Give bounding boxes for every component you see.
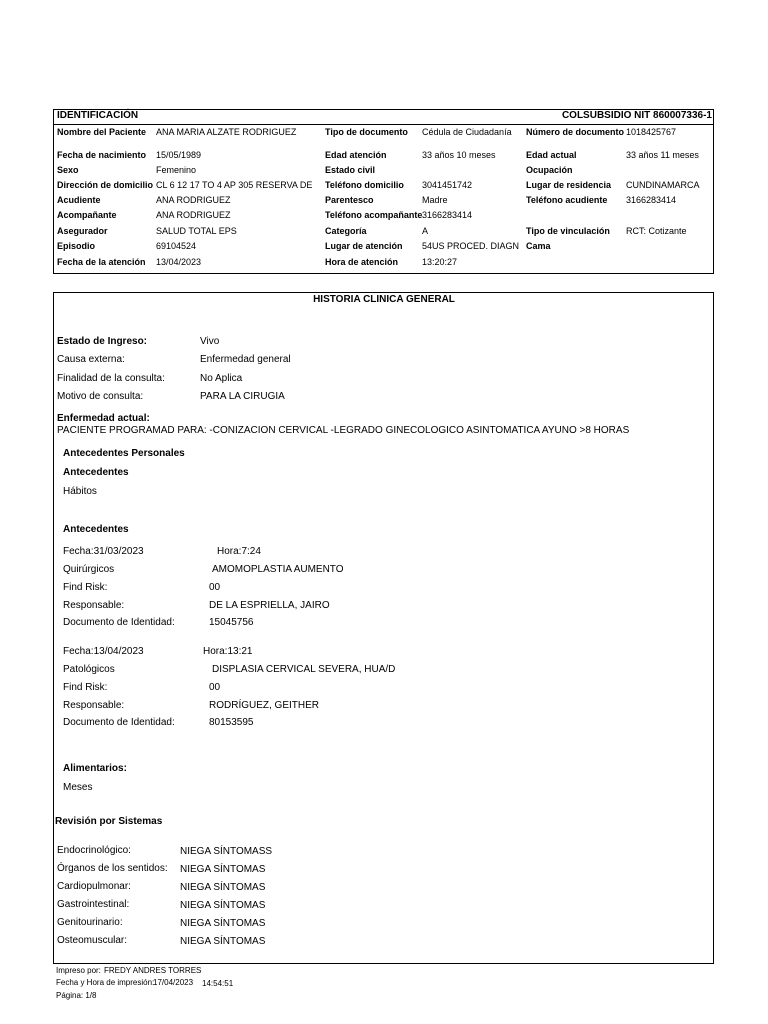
- habitos-text: Hábitos: [63, 486, 97, 497]
- field-label: Tipo de vinculación: [526, 226, 610, 236]
- field-value: 33 años 10 meses: [422, 150, 496, 160]
- motivo-value: PARA LA CIRUGIA: [200, 391, 285, 402]
- record-tipo-value: AMOMOPLASTIA AUMENTO: [212, 564, 344, 575]
- historia-title: HISTORIA CLINICA GENERAL: [313, 294, 455, 305]
- record-risk-value: 00: [209, 582, 221, 593]
- revision-heading: Revisión por Sistemas: [55, 816, 163, 827]
- field-label: Número de documento: [526, 127, 625, 137]
- field-label: Sexo: [57, 165, 79, 175]
- record-resp-label: Responsable:: [63, 600, 125, 611]
- sistema-value: NIEGA SÍNTOMASS: [180, 846, 273, 857]
- organization-nit: COLSUBSIDIO NIT 860007336-1: [561, 110, 712, 121]
- field-label: Parentesco: [325, 195, 374, 205]
- sistema-label: Órganos de los sentidos:: [57, 863, 168, 874]
- sistema-label: Gastrointestinal:: [57, 899, 130, 910]
- record-risk-value: 00: [209, 682, 221, 693]
- field-value: 3166283414: [626, 195, 677, 205]
- antecedentes-personales-heading: Antecedentes Personales: [63, 448, 185, 459]
- hora-impresion-value: 14:54:51: [202, 979, 234, 988]
- field-value: Cédula de Ciudadanía: [422, 127, 512, 137]
- field-label: Edad actual: [526, 150, 577, 160]
- field-value: CUNDINAMARCA: [626, 180, 700, 190]
- field-label: Teléfono domicilio: [325, 180, 404, 190]
- record-doc-value: 15045756: [209, 617, 254, 628]
- field-label: Categoría: [325, 226, 367, 236]
- field-value: A: [422, 226, 429, 236]
- record-doc-value: 80153595: [209, 717, 254, 728]
- record-tipo: Patológicos: [63, 664, 115, 675]
- field-label: Teléfono acudiente: [526, 195, 608, 205]
- field-value: 69104524: [156, 241, 197, 251]
- sistema-value: NIEGA SÍNTOMAS: [180, 864, 266, 875]
- field-value: 3166283414: [422, 210, 473, 220]
- field-value: Madre: [422, 195, 448, 205]
- field-label: Tipo de documento: [325, 127, 408, 137]
- sistema-label: Endocrinológico:: [57, 845, 131, 856]
- sistema-value: NIEGA SÍNTOMAS: [180, 882, 266, 893]
- record-tipo-value: DISPLASIA CERVICAL SEVERA, HUA/D: [212, 664, 396, 675]
- field-label: Lugar de atención: [325, 241, 403, 251]
- impreso-label: Impreso por:: [56, 966, 101, 975]
- finalidad-value: No Aplica: [200, 373, 243, 384]
- sistema-label: Cardiopulmonar:: [57, 881, 131, 892]
- record-resp-value: RODRÍGUEZ, GEITHER: [209, 700, 320, 711]
- field-value: ANA RODRIGUEZ: [156, 195, 231, 205]
- field-label: Cama: [526, 241, 551, 251]
- page-number: Página: 1/8: [56, 991, 97, 1000]
- field-value: 13:20:27: [422, 257, 458, 267]
- causa-label: Causa externa:: [57, 354, 125, 365]
- sistema-value: NIEGA SÍNTOMAS: [180, 918, 266, 929]
- field-label: Teléfono acompañante: [325, 210, 423, 220]
- field-value: Femenino: [156, 165, 197, 175]
- fecha-impresion-value: 17/04/2023: [153, 978, 194, 987]
- field-value: 33 años 11 meses: [626, 150, 699, 160]
- field-label: Acudiente: [57, 195, 101, 205]
- field-label: Nombre del Paciente: [57, 127, 147, 137]
- impreso-value: FREDY ANDRES TORRES: [104, 966, 202, 975]
- field-value: SALUD TOTAL EPS: [156, 226, 237, 236]
- sistema-label: Genitourinario:: [57, 917, 123, 928]
- field-label: Dirección de domicilio: [57, 180, 154, 190]
- record-risk-label: Find Risk:: [63, 582, 108, 593]
- enfermedad-value: PACIENTE PROGRAMAD PARA: -CONIZACION CERVICAL -LEGRADO GINECOLOGICO ASINTOMATICA AYUNO >8 HORAS: [57, 425, 630, 436]
- field-label: Ocupación: [526, 165, 573, 175]
- field-value: 15/05/1989: [156, 150, 202, 160]
- field-value: 1018425767: [626, 127, 677, 137]
- field-value: CL 6 12 17 TO 4 AP 305 RESERVA DE: [156, 180, 313, 190]
- field-label: Fecha de la atención: [57, 257, 146, 267]
- record-doc-label: Documento de Identidad:: [63, 617, 175, 628]
- fecha-impresion-label: Fecha y Hora de impresión:: [56, 978, 155, 987]
- field-value: 54US PROCED. DIAGN: [422, 241, 520, 251]
- field-label: Asegurador: [57, 226, 108, 236]
- estado-label: Estado de Ingreso:: [57, 336, 148, 347]
- record-resp-label: Responsable:: [63, 700, 125, 711]
- identificacion-title: IDENTIFICACIÓN: [57, 110, 139, 121]
- motivo-label: Motivo de consulta:: [57, 391, 144, 402]
- sistema-label: Osteomuscular:: [57, 935, 128, 946]
- field-label: Fecha de nacimiento: [57, 150, 147, 160]
- record-tipo: Quirúrgicos: [63, 564, 115, 575]
- sistema-value: NIEGA SÍNTOMAS: [180, 936, 266, 947]
- field-label: Edad atención: [325, 150, 387, 160]
- alimentarios-value: Meses: [63, 782, 93, 793]
- field-label: Lugar de residencia: [526, 180, 612, 190]
- alimentarios-label: Alimentarios:: [63, 763, 127, 774]
- field-value: ANA RODRIGUEZ: [156, 210, 231, 220]
- record-hora: Hora:13:21: [203, 646, 253, 657]
- antecedentes-heading-1: Antecedentes: [63, 467, 129, 478]
- record-hora: Hora:7:24: [217, 546, 261, 557]
- record-fecha: Fecha:13/04/2023: [63, 646, 144, 657]
- causa-value: Enfermedad general: [200, 354, 291, 365]
- record-fecha: Fecha:31/03/2023: [63, 546, 144, 557]
- field-label: Hora de atención: [325, 257, 399, 267]
- field-label: Episodio: [57, 241, 95, 251]
- finalidad-label: Finalidad de la consulta:: [57, 373, 165, 384]
- record-doc-label: Documento de Identidad:: [63, 717, 175, 728]
- field-value: RCT: Cotizante: [626, 226, 687, 236]
- sistema-value: NIEGA SÍNTOMAS: [180, 900, 266, 911]
- record-resp-value: DE LA ESPRIELLA, JAIRO: [209, 600, 330, 611]
- field-label: Acompañante: [57, 210, 117, 220]
- enfermedad-label: Enfermedad actual:: [57, 413, 150, 424]
- field-value: ANA MARIA ALZATE RODRIGUEZ: [156, 127, 297, 137]
- field-label: Estado civil: [325, 165, 376, 175]
- antecedentes-heading-2: Antecedentes: [63, 524, 129, 535]
- field-value: 13/04/2023: [156, 257, 202, 267]
- field-value: 3041451742: [422, 180, 473, 190]
- record-risk-label: Find Risk:: [63, 682, 108, 693]
- estado-value: Vivo: [200, 336, 220, 347]
